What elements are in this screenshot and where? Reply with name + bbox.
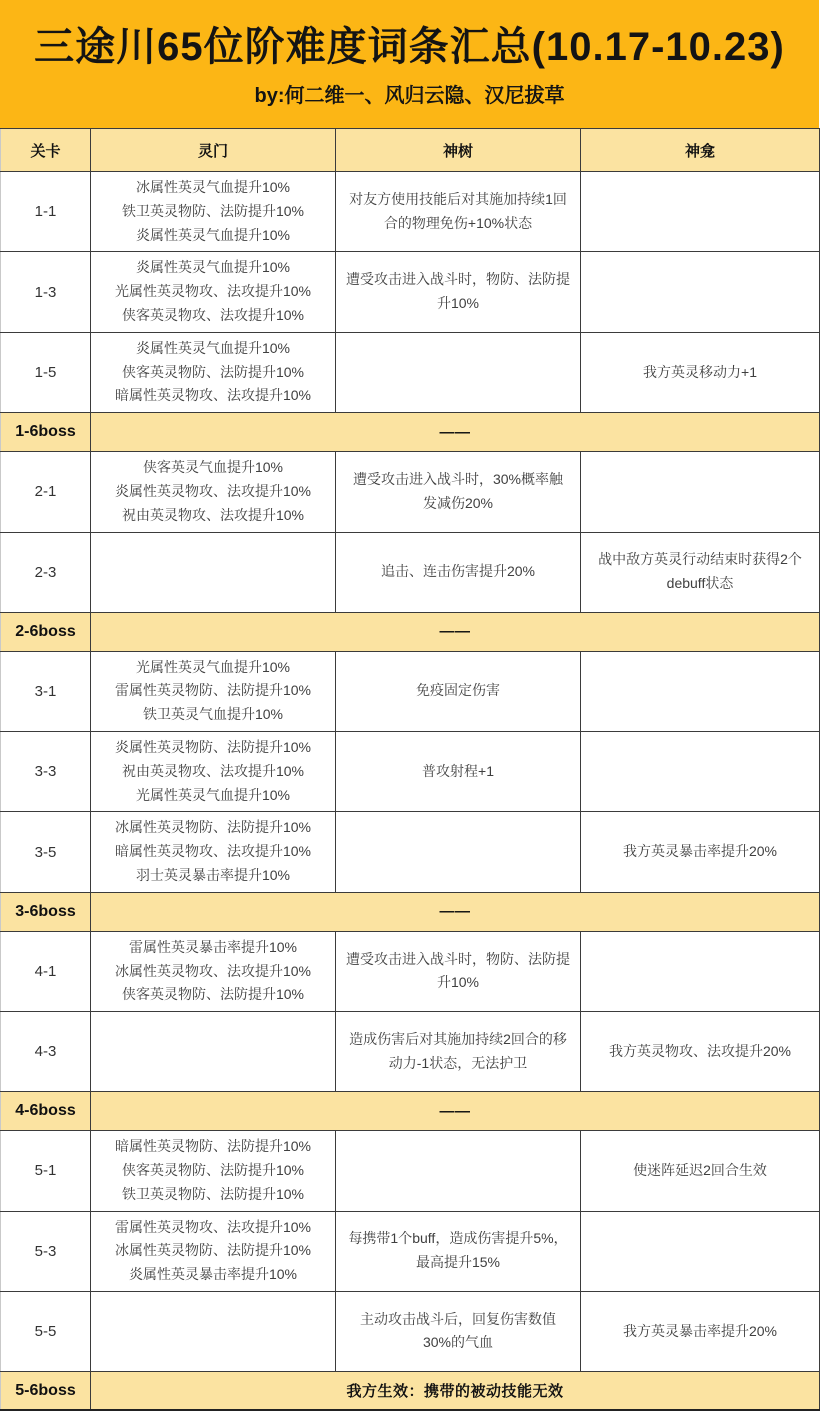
lingmen-cell xyxy=(91,332,336,412)
buff-line: 暗属性英灵物攻、法攻提升10% xyxy=(114,843,312,860)
column-header-shenkan: 神龛 xyxy=(581,129,820,172)
table-row xyxy=(1,931,820,1011)
table-row xyxy=(1,731,820,811)
boss-row xyxy=(1,612,820,651)
lingmen-cell xyxy=(91,1131,336,1211)
level-cell: 4-1 xyxy=(1,931,91,1011)
shenshu-cell: 普攻射程+1 xyxy=(336,731,581,811)
buff-line: 铁卫英灵物防、法防提升10% xyxy=(121,202,305,219)
buff-line: 冰属性英灵物防、法防提升10% xyxy=(114,1242,312,1259)
lingmen-cell xyxy=(91,931,336,1011)
table-row xyxy=(1,812,820,892)
level-cell: 4-3 xyxy=(1,1012,91,1092)
table-row xyxy=(1,452,820,532)
table-row xyxy=(1,1291,820,1371)
level-cell: 5-1 xyxy=(1,1131,91,1211)
shenkan-cell xyxy=(581,172,820,252)
shenshu-cell: 遭受攻击进入战斗时，物防、法防提升10% xyxy=(336,931,581,1011)
boss-content-cell: —— xyxy=(91,612,820,651)
lingmen-cell xyxy=(91,532,336,612)
table-row xyxy=(1,1211,820,1291)
buff-line: 侠客英灵物防、法防提升10% xyxy=(121,363,305,380)
table-row xyxy=(1,1012,820,1092)
boss-content-cell: —— xyxy=(91,892,820,931)
shenkan-cell xyxy=(581,731,820,811)
level-cell: 1-1 xyxy=(1,172,91,252)
level-cell: 3-5 xyxy=(1,812,91,892)
boss-row xyxy=(1,413,820,452)
shenkan-cell xyxy=(581,1211,820,1291)
shenkan-cell xyxy=(581,931,820,1011)
table-row xyxy=(1,651,820,731)
table-row xyxy=(1,532,820,612)
table-body xyxy=(1,172,820,1411)
buff-line: 铁卫英灵物防、法防提升10% xyxy=(121,1185,305,1202)
lingmen-cell xyxy=(91,1291,336,1371)
lingmen-cell xyxy=(91,651,336,731)
lingmen-cell xyxy=(91,731,336,811)
buff-line: 炎属性英灵气血提升10% xyxy=(135,259,291,276)
header-row xyxy=(1,129,820,172)
shenshu-cell: 遭受攻击进入战斗时，30%概率触发减伤20% xyxy=(336,452,581,532)
level-cell: 3-1 xyxy=(1,651,91,731)
level-cell: 5-5 xyxy=(1,1291,91,1371)
column-header-level: 关卡 xyxy=(1,129,91,172)
buff-line: 光属性英灵气血提升10% xyxy=(135,786,291,803)
shenkan-cell xyxy=(581,252,820,332)
lingmen-cell xyxy=(91,812,336,892)
table-row xyxy=(1,1131,820,1211)
buff-line: 铁卫英灵气血提升10% xyxy=(142,706,284,723)
level-cell: 5-6boss xyxy=(1,1371,91,1410)
lingmen-cell xyxy=(91,1012,336,1092)
boss-row xyxy=(1,1092,820,1131)
shenshu-cell: 免疫固定伤害 xyxy=(336,651,581,731)
table-row xyxy=(1,252,820,332)
buff-line: 侠客英灵物防、法防提升10% xyxy=(121,986,305,1003)
shenkan-cell: 使迷阵延迟2回合生效 xyxy=(581,1131,820,1211)
level-cell: 3-6boss xyxy=(1,892,91,931)
column-header-lingmen: 灵门 xyxy=(91,129,336,172)
page-title: 三途川65位阶难度词条汇总(10.17-10.23) xyxy=(34,24,785,69)
shenshu-cell: 造成伤害后对其施加持续2回合的移动力-1状态，无法护卫 xyxy=(336,1012,581,1092)
shenshu-cell: 每携带1个buff，造成伤害提升5%，最高提升15% xyxy=(336,1211,581,1291)
buff-line: 冰属性英灵气血提升10% xyxy=(135,179,291,195)
shenshu-cell: 遭受攻击进入战斗时，物防、法防提升10% xyxy=(336,252,581,332)
table-row xyxy=(1,172,820,252)
buff-line: 雷属性英灵暴击率提升10% xyxy=(128,938,298,955)
buff-line: 祝由英灵物攻、法攻提升10% xyxy=(121,762,305,779)
buff-line: 祝由英灵物攻、法攻提升10% xyxy=(121,506,305,523)
buff-line: 侠客英灵物攻、法攻提升10% xyxy=(121,306,305,323)
shenshu-cell xyxy=(336,1131,581,1211)
shenkan-cell: 我方英灵移动力+1 xyxy=(581,332,820,412)
buff-line: 冰属性英灵物防、法防提升10% xyxy=(114,819,312,836)
buff-line: 光属性英灵物攻、法攻提升10% xyxy=(114,283,312,300)
page-subtitle: by:何二维一、风归云隐、汉尼拔草 xyxy=(254,84,565,107)
level-cell: 2-1 xyxy=(1,452,91,532)
shenshu-cell: 主动攻击战斗后，回复伤害数值30%的气血 xyxy=(336,1291,581,1371)
buff-line: 炎属性英灵气血提升10% xyxy=(135,339,291,356)
shenshu-cell xyxy=(336,812,581,892)
shenshu-cell: 对友方使用技能后对其施加持续1回合的物理免伤+10%状态 xyxy=(336,172,581,252)
buff-line: 雷属性英灵物防、法防提升10% xyxy=(114,682,312,699)
boss-content-cell: —— xyxy=(91,1092,820,1131)
level-cell: 2-3 xyxy=(1,532,91,612)
shenkan-cell: 我方英灵物攻、法攻提升20% xyxy=(581,1012,820,1092)
level-cell: 1-5 xyxy=(1,332,91,412)
buff-line: 侠客英灵物防、法防提升10% xyxy=(121,1161,305,1178)
buff-line: 暗属性英灵物攻、法攻提升10% xyxy=(114,387,312,404)
buff-line: 炎属性英灵暴击率提升10% xyxy=(128,1266,298,1283)
title-band xyxy=(0,0,819,128)
level-cell: 4-6boss xyxy=(1,1092,91,1131)
column-header-shenshu: 神树 xyxy=(336,129,581,172)
shenshu-cell xyxy=(336,332,581,412)
shenkan-cell xyxy=(581,452,820,532)
buff-line: 暗属性英灵物防、法防提升10% xyxy=(114,1138,312,1155)
boss-content-cell: 我方生效：携带的被动技能无效 xyxy=(91,1371,820,1410)
level-cell: 1-6boss xyxy=(1,413,91,452)
buff-line: 光属性英灵气血提升10% xyxy=(135,658,291,675)
buff-line: 侠客英灵气血提升10% xyxy=(142,459,284,476)
shenkan-cell: 我方英灵暴击率提升20% xyxy=(581,1291,820,1371)
buff-line: 雷属性英灵物攻、法攻提升10% xyxy=(114,1218,312,1235)
buff-line: 炎属性英灵气血提升10% xyxy=(135,226,291,243)
boss-row xyxy=(1,892,820,931)
lingmen-cell xyxy=(91,1211,336,1291)
entries-table xyxy=(0,128,820,1411)
buff-line: 冰属性英灵物攻、法攻提升10% xyxy=(114,962,312,979)
table-row xyxy=(1,332,820,412)
shenkan-cell: 战中敌方英灵行动结束时获得2个debuff状态 xyxy=(581,532,820,612)
level-cell: 2-6boss xyxy=(1,612,91,651)
buff-line: 炎属性英灵物攻、法攻提升10% xyxy=(114,482,312,499)
lingmen-cell xyxy=(91,252,336,332)
shenkan-cell xyxy=(581,651,820,731)
boss-row xyxy=(1,1371,820,1410)
buff-line: 炎属性英灵物防、法防提升10% xyxy=(114,738,312,755)
lingmen-cell xyxy=(91,452,336,532)
lingmen-cell xyxy=(91,172,336,252)
table-header xyxy=(1,129,820,172)
shenshu-cell: 追击、连击伤害提升20% xyxy=(336,532,581,612)
level-cell: 3-3 xyxy=(1,731,91,811)
boss-content-cell: —— xyxy=(91,413,820,452)
shenkan-cell: 我方英灵暴击率提升20% xyxy=(581,812,820,892)
level-cell: 1-3 xyxy=(1,252,91,332)
buff-line: 羽士英灵暴击率提升10% xyxy=(135,866,291,883)
level-cell: 5-3 xyxy=(1,1211,91,1291)
